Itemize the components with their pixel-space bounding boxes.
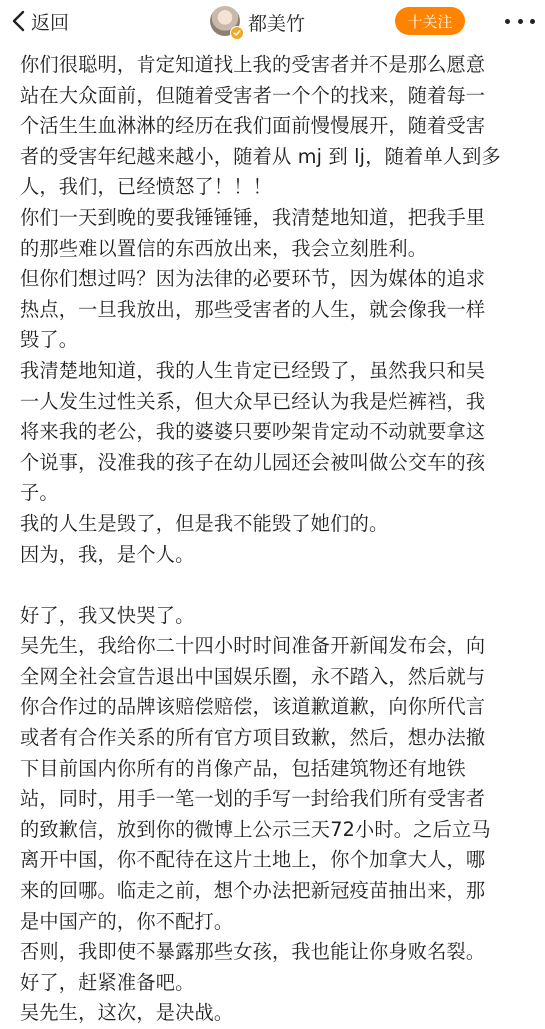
post-text-line: 的致歉信，放到你的微博上公示三天72小时。之后立马: [20, 817, 491, 841]
avatar[interactable]: [210, 6, 240, 36]
post-text-line: 一人发生过性关系，但大众早已经认为我是烂裤裆，我: [20, 389, 486, 413]
post-body: [20, 50, 535, 1029]
post-text-line: 或者有合作关系的所有官方项目致歉，然后，想办法撤: [20, 726, 486, 750]
post-text-line: 但你们想过吗？因为法律的必要环节，因为媒体的追求: [20, 267, 486, 291]
post-text-line: 否则，我即使不暴露那些女孩，我也能让你身败名裂。: [20, 940, 486, 964]
post-text-line: 吴先生，我给你二十四小时时间准备开新闻发布会，向: [20, 634, 486, 658]
post-text-line: 吴先生，这次，是决战。: [20, 1001, 234, 1025]
post-text-line: 毁了。: [20, 328, 79, 352]
post-text-line: 人，我们，已经愤怒了！！！: [20, 175, 273, 199]
post-text-line: 因为，我，是个人。: [20, 542, 195, 566]
post-text-line: 我清楚地知道，我的人生肯定已经毁了，虽然我只和吴: [20, 358, 486, 382]
post-text-line: 个说事，没准我的孩子在幼儿园还会被叫做公交车的孩: [20, 450, 486, 474]
post-text-line: 站在大众面前，但随着受害者一个个的找来，随着每一: [20, 83, 486, 107]
post-text-line: 子。: [20, 481, 59, 505]
follow-button[interactable]: 十关注: [395, 7, 465, 35]
more-dots-icon[interactable]: [505, 13, 535, 29]
post-text-line: 你合作过的品牌该赔偿赔偿，该道歉道歉，向你所代言: [20, 695, 486, 719]
post-text-line: 我的人生是毁了，但是我不能毁了她们的。: [20, 511, 389, 535]
blank-line: [20, 570, 535, 601]
post-text-line: 你们很聪明，肯定知道找上我的受害者并不是那么愿意: [20, 53, 486, 76]
post-text-line: 来的回哪。临走之前，想个办法把新冠疫苗抽出来，那: [20, 879, 486, 903]
post-text-line: 好了，我又快哭了。: [20, 603, 195, 627]
post-text-line: 的那些难以置信的东西放出来，我会立刻胜利。: [20, 236, 428, 260]
back-button[interactable]: [10, 5, 69, 37]
post-text-line: 者的受害年纪越来越小，随着从 mj 到 lj，随着单人到多: [20, 144, 501, 168]
post-text-line: 热点，一旦我放出，那些受害者的人生，就会像我一样: [20, 297, 486, 321]
username[interactable]: 都美竹: [248, 13, 306, 35]
top-navigation-bar: [0, 0, 545, 42]
post-text-line: 个活生生血淋淋的经历在我们面前慢慢展开，随着受害: [20, 114, 486, 138]
post-text-line: 是中国产的，你不配打。: [20, 909, 234, 933]
post-text-line: 下目前国内你所有的肖像产品，包括建筑物还有地铁: [20, 756, 466, 780]
post-text-line: 你们一天到晚的要我锤锤锤，我清楚地知道，把我手里: [20, 205, 486, 229]
post-text-line: 将来我的老公，我的婆婆只要吵架肯定动不动就要拿这: [20, 420, 486, 444]
post-text-line: 离开中国，你不配待在这片土地上，你个加拿大人，哪: [20, 848, 486, 872]
post-text-line: 站，同时，用手一笔一划的手写一封给我们所有受害者: [20, 787, 486, 811]
chevron-left-icon: [10, 10, 28, 32]
back-label: 返回: [31, 11, 70, 34]
verified-badge-icon: [230, 26, 244, 40]
post-text-line: 全网全社会宣告退出中国娱乐圈，永不踏入，然后就与: [20, 664, 486, 688]
post-text-line: 好了，赶紧准备吧。: [20, 970, 195, 994]
